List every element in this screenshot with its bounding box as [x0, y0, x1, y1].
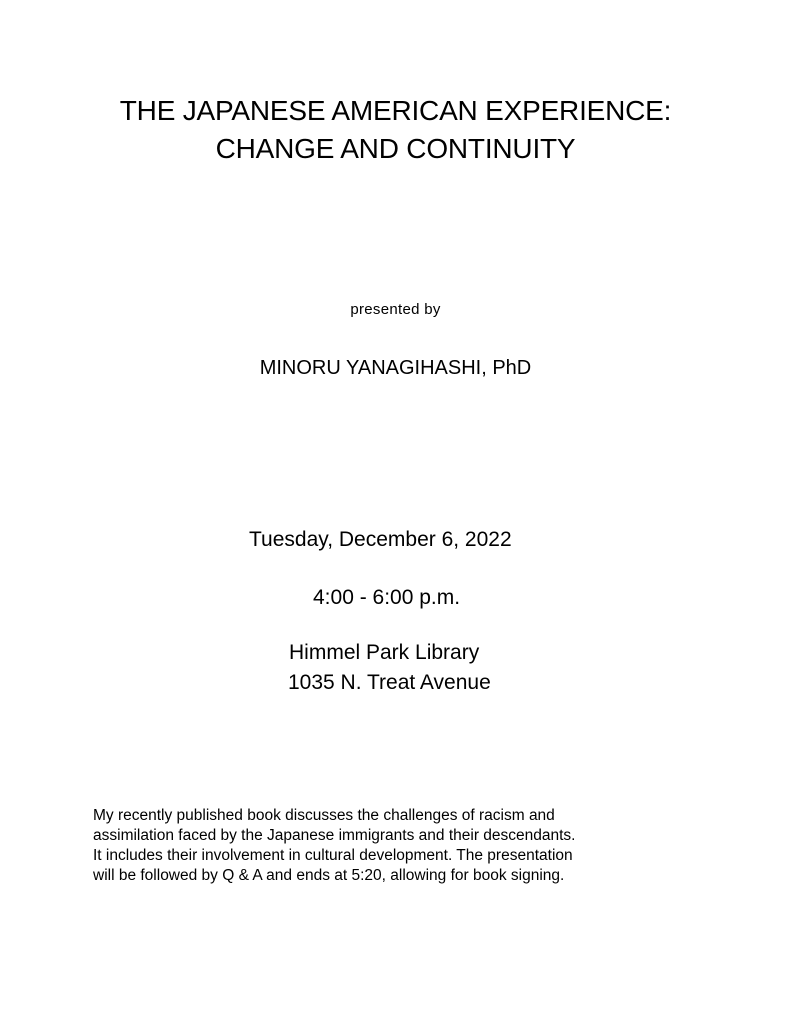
title-line-1: THE JAPANESE AMERICAN EXPERIENCE: [119, 95, 672, 126]
event-address: 1035 N. Treat Avenue [288, 671, 491, 694]
event-venue: Himmel Park Library [289, 641, 480, 664]
event-time: 4:00 - 6:00 p.m. [313, 586, 461, 609]
title-line-2: CHANGE AND CONTINUITY [215, 133, 576, 164]
presenter-name: MINORU YANAGIHASHI, PhD [259, 357, 532, 379]
presented-by-label: presented by [350, 301, 441, 318]
description-line: will be followed by Q & A and ends at 5:20, allowing for book signing. [93, 867, 565, 884]
flyer-title [0, 92, 791, 168]
event-date: Tuesday, December 6, 2022 [249, 528, 512, 551]
description-line: My recently published book discusses the challenges of racism and [93, 807, 555, 824]
event-description [93, 806, 713, 886]
description-line: It includes their involvement in cultural development. The presentation [93, 847, 573, 864]
description-line: assimilation faced by the Japanese immigrants and their descendants. [93, 827, 576, 844]
